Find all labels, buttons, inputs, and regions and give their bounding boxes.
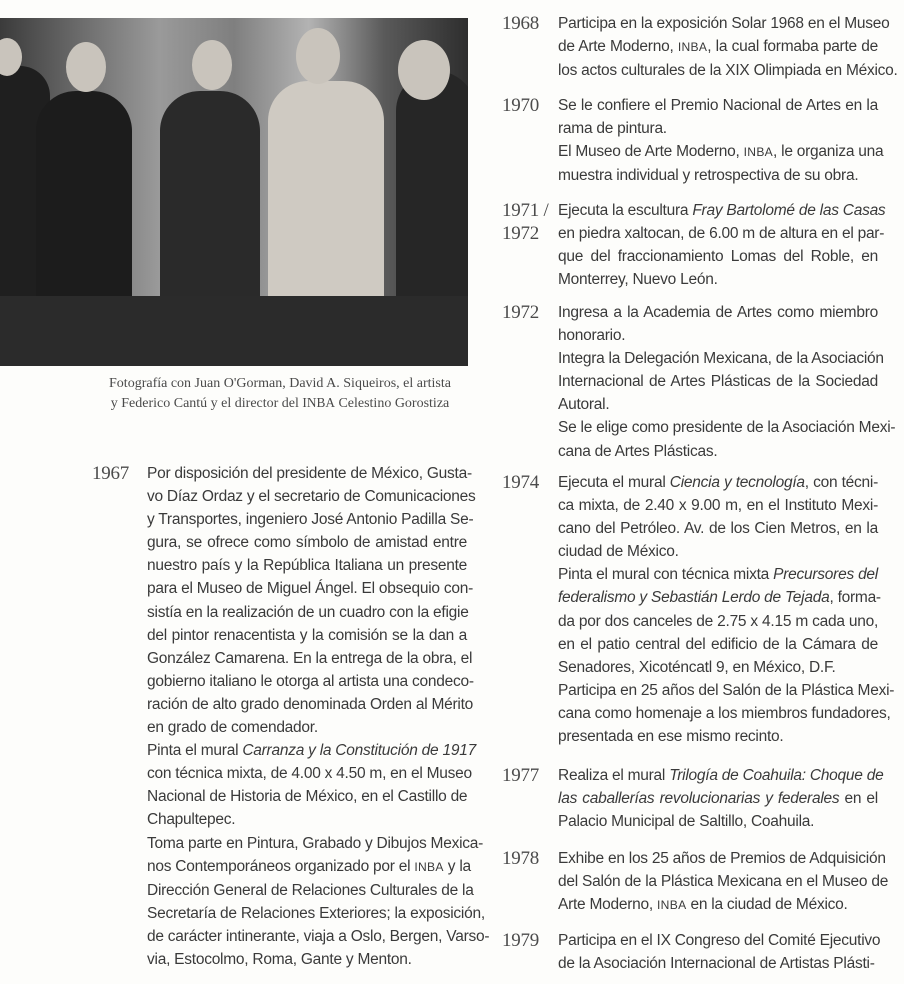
text-line bbox=[558, 540, 878, 563]
line-text: da por dos canceles de 2.75 x 4.15 m cada uno, bbox=[558, 612, 878, 630]
line-text: de carácter intinerante, viaja a Oslo, Bergen, Varso- bbox=[147, 927, 490, 945]
text-line bbox=[558, 787, 878, 810]
line-text: , con técni- bbox=[804, 474, 878, 491]
entry-year: 1972 bbox=[502, 302, 539, 323]
entry-body bbox=[558, 94, 884, 187]
line-text: , la cual formaba parte de bbox=[707, 38, 878, 56]
line-text: nos Contemporáneos organizado por el bbox=[147, 857, 415, 875]
line-text: Se le confiere el Premio Nacional de Artes en la bbox=[558, 97, 878, 114]
entry-paragraph bbox=[558, 929, 881, 975]
text-line bbox=[558, 633, 878, 656]
text-line bbox=[147, 508, 474, 531]
entry-paragraph bbox=[558, 140, 884, 187]
line-text: Ejecuta el mural bbox=[558, 474, 670, 491]
text-line bbox=[558, 764, 884, 787]
text-line bbox=[558, 679, 895, 702]
line-text: Integra la Delegación Mexicana, de la Asociación bbox=[558, 350, 884, 368]
entry-paragraph bbox=[558, 347, 884, 416]
text-line bbox=[558, 870, 889, 893]
line-text: sistía en la realización de un cuadro con la efigie bbox=[147, 603, 469, 621]
text-line bbox=[558, 12, 890, 35]
line-text: cana de Artes Plásticas. bbox=[558, 442, 718, 460]
line-text: Pinta el mural con técnica mixta bbox=[558, 566, 774, 584]
entry-body bbox=[558, 847, 889, 917]
line-text: en piedra xaltocan, de 6.00 m de altura en el par- bbox=[558, 225, 885, 243]
italic-title: Precursores del bbox=[773, 566, 878, 584]
text-line bbox=[558, 164, 878, 187]
line-text: Internacional de Artes Plásticas de la Sociedad bbox=[558, 373, 878, 391]
line-text: Participa en la exposición Solar 1968 en el Museo bbox=[558, 15, 890, 32]
caption-line bbox=[0, 393, 560, 413]
entry-body bbox=[558, 301, 896, 463]
line-text: y Transportes, ingeniero José Antonio Padilla Se- bbox=[147, 511, 474, 529]
entry-year: 1972 bbox=[502, 223, 539, 245]
line-text: , le organiza una bbox=[773, 143, 884, 161]
abbreviation: INBA bbox=[743, 145, 774, 160]
entry-body bbox=[558, 929, 881, 975]
caption-abbrev: INBA bbox=[302, 395, 335, 410]
line-text: cano del Petróleo. Av. de los Cien Metros, en la bbox=[558, 520, 878, 538]
line-text: presentada en ese mismo recinto. bbox=[558, 728, 784, 746]
line-text: Ejecuta la escultura bbox=[558, 202, 693, 219]
entry-body bbox=[558, 471, 895, 748]
caption-text: y Federico Cantú y el director del bbox=[110, 396, 299, 411]
abbreviation: INBA bbox=[657, 898, 687, 913]
entry-year: 1967 bbox=[92, 463, 129, 484]
entry-year: 1971 / bbox=[502, 200, 549, 221]
photo-caption bbox=[0, 374, 560, 413]
line-text: Nacional de Historia de México, en el Castillo de bbox=[147, 788, 468, 806]
text-line bbox=[558, 702, 891, 725]
entry-paragraph bbox=[558, 94, 878, 140]
text-line bbox=[558, 199, 886, 222]
line-text: Senadores, Xicoténcatl 9, en México, D.F. bbox=[558, 658, 836, 676]
italic-title: las caballerías revolucionarias y federales bbox=[558, 790, 840, 808]
entry-year: 1968 bbox=[502, 13, 539, 34]
caption-text: Celestino Gorostiza bbox=[338, 396, 450, 411]
text-line bbox=[147, 531, 467, 554]
line-text: muestra individual y retrospectiva de su obra. bbox=[558, 167, 859, 185]
text-line bbox=[147, 879, 474, 902]
entry-body bbox=[558, 199, 886, 291]
entry-year: 1970 bbox=[502, 95, 539, 116]
italic-title: Carranza y la Constitución de 1917 bbox=[242, 742, 476, 760]
text-line bbox=[558, 393, 878, 416]
line-text: honorario. bbox=[558, 327, 626, 345]
line-text: ca mixta, de 2.40 x 9.00 m, en el Instituto Mexi- bbox=[558, 497, 878, 515]
line-text: Palacio Municipal de Saltillo, Coahuila. bbox=[558, 813, 815, 831]
line-text: rama de pintura. bbox=[558, 120, 667, 138]
text-line bbox=[558, 370, 878, 393]
text-line bbox=[558, 440, 878, 463]
text-line bbox=[147, 948, 467, 971]
text-line bbox=[147, 624, 467, 647]
text-line bbox=[558, 893, 878, 917]
line-text: nuestro país y la República Italiana un presente bbox=[147, 557, 467, 575]
text-line bbox=[147, 785, 467, 808]
line-text: González Camarena. En la entrega de la obra, el bbox=[147, 649, 473, 667]
line-text: Secretaría de Relaciones Exteriores; la exposición, bbox=[147, 904, 485, 922]
entry-year: 1974 bbox=[502, 472, 539, 493]
line-text: Toma parte en Pintura, Grabado y Dibujos Mexica- bbox=[147, 834, 484, 852]
line-text: del Salón de la Plástica Mexicana en el Museo de bbox=[558, 873, 889, 891]
entry-paragraph bbox=[558, 301, 878, 347]
text-line bbox=[147, 554, 467, 577]
entry-body bbox=[147, 462, 490, 971]
text-line bbox=[558, 140, 884, 164]
line-text: los actos culturales de la XIX Olimpiada en México. bbox=[558, 62, 898, 80]
line-text: ciudad de México. bbox=[558, 543, 679, 561]
line-text: Se le elige como presidente de la Asociación Mexi- bbox=[558, 419, 896, 437]
line-text: que del fraccionamiento Lomas del Roble, en bbox=[558, 248, 878, 266]
text-line bbox=[147, 485, 476, 508]
line-text: del pintor renacentista y la comisión se la dan a bbox=[147, 626, 467, 644]
entry-year: 1979 bbox=[502, 930, 539, 951]
text-line bbox=[147, 808, 467, 831]
line-text: Pinta el mural bbox=[147, 742, 243, 760]
text-line bbox=[147, 693, 474, 716]
line-text: Realiza el mural bbox=[558, 767, 670, 784]
italic-title: federalismo y Sebastián Lerdo de Tejada bbox=[558, 589, 830, 607]
text-line bbox=[558, 656, 878, 679]
line-text: en el bbox=[839, 790, 878, 808]
entry-paragraph bbox=[558, 416, 896, 462]
entry-year: 1977 bbox=[502, 765, 539, 786]
text-line bbox=[558, 222, 885, 245]
text-line bbox=[147, 855, 471, 879]
italic-title: Trilogía de Coahuila: Choque de bbox=[669, 767, 884, 784]
line-text: Participa en 25 años del Salón de la Plástica Mexi- bbox=[558, 681, 895, 699]
text-line bbox=[558, 268, 878, 291]
entry-paragraph bbox=[147, 739, 476, 831]
text-line bbox=[147, 925, 490, 948]
entry-paragraph bbox=[558, 679, 895, 748]
text-line bbox=[147, 739, 476, 762]
entry-paragraph bbox=[558, 563, 881, 678]
line-text: gura, se ofrece como símbolo de amistad entre bbox=[147, 534, 467, 552]
line-text: Arte Moderno, bbox=[558, 896, 658, 914]
text-line bbox=[558, 494, 878, 517]
abbreviation: INBA bbox=[414, 859, 444, 874]
text-line bbox=[558, 929, 881, 952]
line-text: Autoral. bbox=[558, 396, 610, 414]
text-line bbox=[558, 347, 884, 370]
line-text: vo Díaz Ordaz y el secretario de Comunicaciones bbox=[147, 488, 476, 506]
line-text: , forma- bbox=[829, 589, 881, 607]
entry-paragraph bbox=[558, 12, 898, 82]
text-line bbox=[558, 847, 886, 870]
historical-photo bbox=[0, 18, 468, 366]
text-line bbox=[147, 462, 472, 485]
italic-title: Ciencia y tecnología bbox=[669, 474, 805, 491]
line-text: Exhibe en los 25 años de Premios de Adquisición bbox=[558, 850, 886, 867]
text-line bbox=[558, 952, 878, 975]
line-text: gobierno italiano le otorga al artista una condeco- bbox=[147, 672, 474, 690]
text-line bbox=[558, 610, 878, 633]
entry-paragraph bbox=[147, 462, 476, 739]
text-line bbox=[558, 517, 878, 540]
caption-line: Fotografía con Juan O'Gorman, David A. Siqueiros, el artista bbox=[109, 376, 451, 391]
text-line bbox=[558, 245, 878, 268]
text-line bbox=[147, 647, 473, 670]
line-text: ración de alto grado denominada Orden al Mérito bbox=[147, 695, 474, 713]
line-text: para el Museo de Miguel Ángel. El obsequio con- bbox=[147, 580, 474, 598]
entry-body bbox=[558, 12, 898, 82]
line-text: El Museo de Arte Moderno, bbox=[558, 143, 744, 161]
text-line bbox=[558, 35, 878, 59]
text-line bbox=[558, 471, 878, 494]
text-line bbox=[558, 117, 878, 140]
abbreviation: INBA bbox=[677, 40, 708, 55]
line-text: Participa en el IX Congreso del Comité Ejecutivo bbox=[558, 932, 881, 949]
text-line bbox=[147, 902, 485, 925]
line-text: de la Asociación Internacional de Artistas Plásti- bbox=[558, 955, 875, 973]
line-text: en grado de comendador. bbox=[147, 719, 318, 737]
entry-paragraph bbox=[558, 847, 889, 917]
line-text: Ingresa a la Academia de Artes como miembro bbox=[558, 304, 878, 321]
entry-body bbox=[558, 764, 884, 833]
entry-paragraph bbox=[147, 832, 490, 972]
text-line bbox=[147, 577, 474, 600]
text-line bbox=[558, 586, 881, 609]
text-line bbox=[147, 716, 467, 739]
line-text: en el patio central del edificio de la Cámara de bbox=[558, 635, 878, 653]
text-line bbox=[558, 416, 896, 439]
line-text: de Arte Moderno, bbox=[558, 38, 678, 56]
text-line bbox=[558, 810, 878, 833]
entry-year: 1978 bbox=[502, 848, 539, 869]
line-text: en la ciudad de México. bbox=[686, 896, 848, 914]
text-line bbox=[147, 832, 484, 855]
italic-title: Fray Bartolomé de las Casas bbox=[692, 202, 886, 219]
text-line bbox=[147, 601, 467, 624]
text-line bbox=[147, 670, 474, 693]
text-line bbox=[147, 762, 472, 785]
entry-paragraph bbox=[558, 764, 884, 833]
text-line bbox=[558, 324, 878, 347]
entry-paragraph bbox=[558, 199, 886, 291]
text-line bbox=[558, 94, 878, 117]
entry-paragraph bbox=[558, 471, 878, 563]
line-text: via, Estocolmo, Roma, Gante y Menton. bbox=[147, 950, 412, 968]
text-line bbox=[558, 725, 878, 748]
line-text: y la bbox=[443, 857, 471, 875]
text-line bbox=[558, 563, 878, 586]
text-line bbox=[558, 59, 898, 82]
line-text: cana como homenaje a los miembros fundadores, bbox=[558, 704, 891, 722]
line-text: Por disposición del presidente de México, Gusta- bbox=[147, 465, 472, 482]
line-text: Chapultepec. bbox=[147, 811, 236, 829]
line-text: Dirección General de Relaciones Culturales de la bbox=[147, 881, 474, 899]
line-text: Monterrey, Nuevo León. bbox=[558, 271, 718, 289]
text-line bbox=[558, 301, 878, 324]
line-text: con técnica mixta, de 4.00 x 4.50 m, en el Museo bbox=[147, 765, 472, 783]
